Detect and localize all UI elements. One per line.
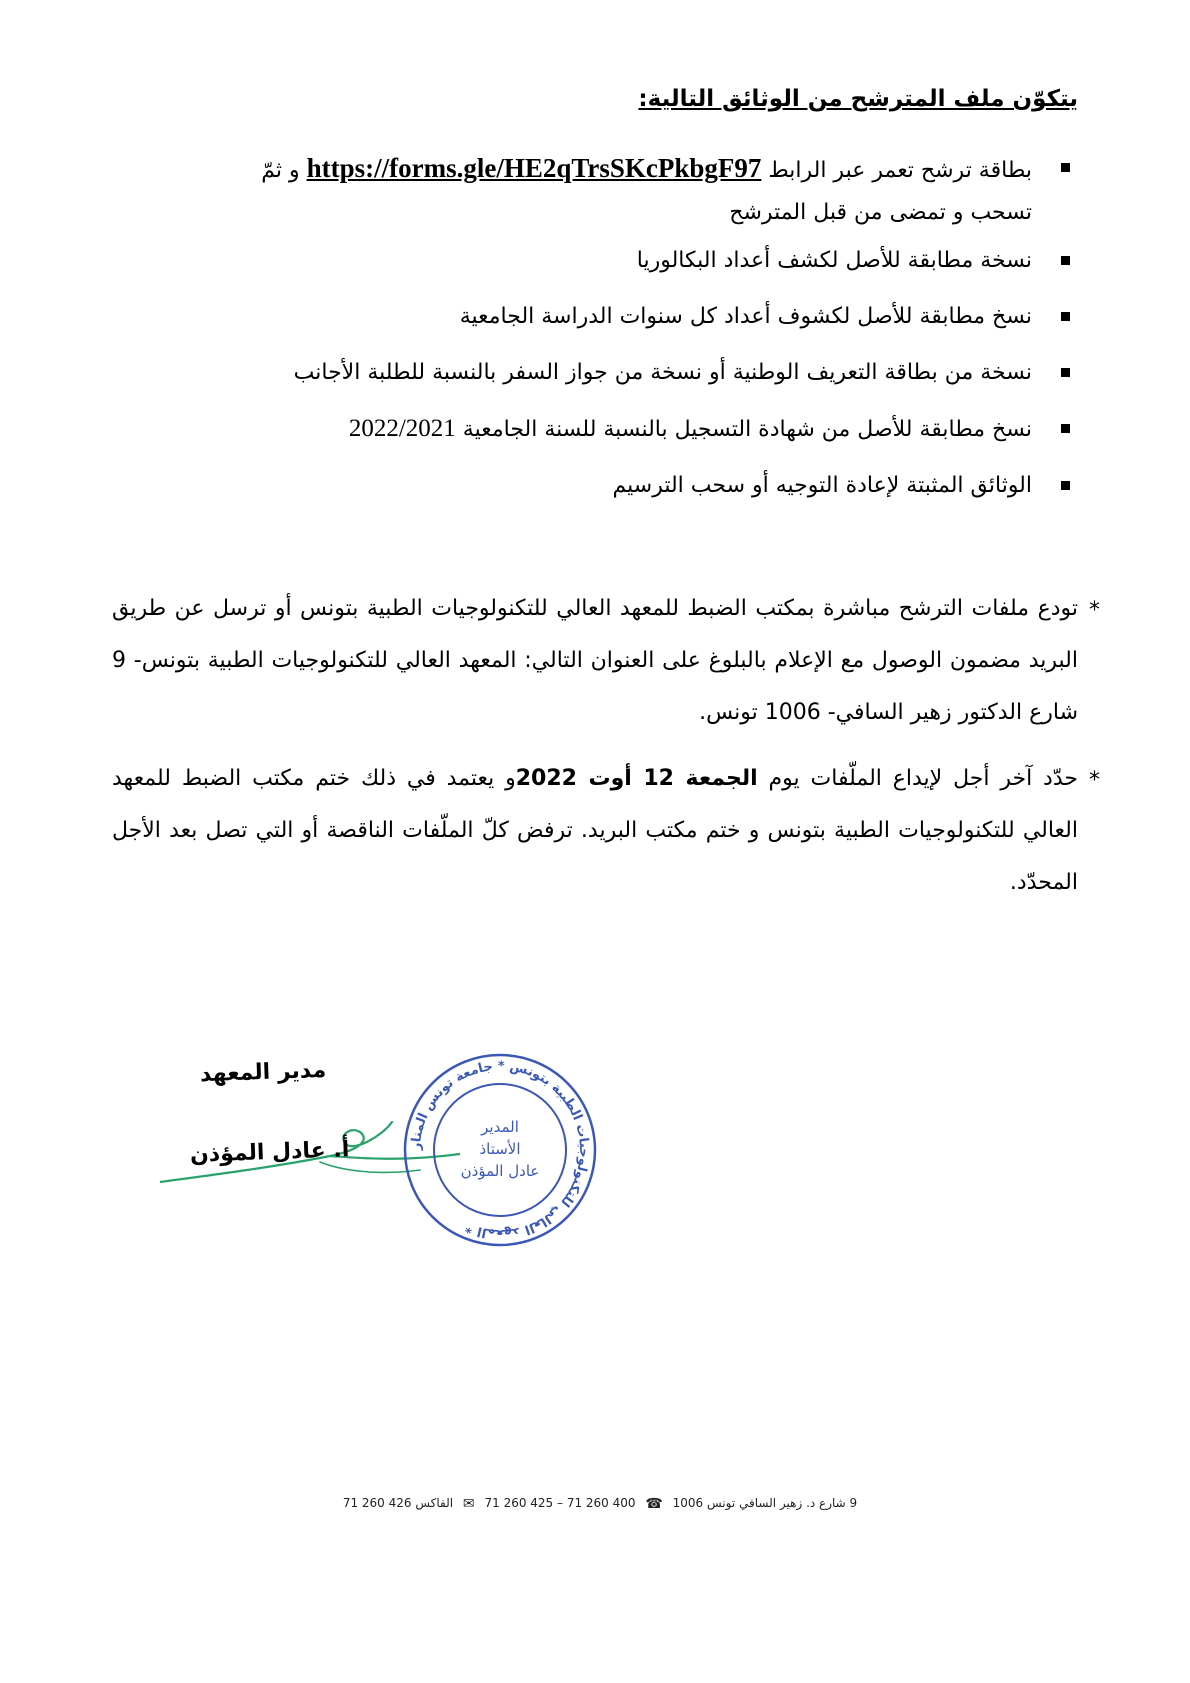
submission-text: تودع ملفات الترشح مباشرة بمكتب الضبط للمعهد العالي للتكنولوجيات الطبية بتونس أو ترسل عن طريق البريد مضمون الوصول مع الإعلام بالبلوغ على العنوان التالي: المعهد العالي للتكنولوجيات الطبية بتونس- 9 شارع الدكتور زهير السافي- 1006 تونس. [112, 596, 1078, 725]
star-bullet-icon: * [1089, 598, 1100, 623]
application-form-link[interactable]: https://forms.gle/HE2qTrsSKcPkbgF97 [306, 153, 762, 183]
footer-address: 9 شارع د. زهير السافي تونس 1006 [672, 1496, 858, 1510]
deadline-text-rest: و يعتمد في ذلك ختم مكتب الضبط للمعهد العالي للتكنولوجيات الطبية بتونس و ختم مكتب البريد. ترفض كلّ الملّفات الناقصة أو التي تصل بعد الأجل المحدّد. [112, 766, 1078, 895]
bullet-icon [1061, 368, 1070, 377]
envelope-icon: ✉ [462, 1496, 475, 1512]
list-item-text: نسخ مطابقة للأصل لكشوف أعداد كل سنوات الدراسة الجامعية [459, 304, 1032, 329]
list-item-text: الوثائق المثبتة لإعادة التوجيه أو سحب الترسيم [612, 473, 1032, 498]
list-item [118, 140, 1078, 233]
stamp-center-line: الأستاذ [479, 1140, 521, 1158]
page-heading: يتكوّن ملف المترشح من الوثائق التالية: [638, 86, 1078, 112]
phone-icon: ☎ [645, 1496, 663, 1512]
bullet-icon [1061, 481, 1070, 490]
list-item [118, 345, 1078, 401]
list-item-text: بطاقة ترشح تعمر عبر الرابط [761, 158, 1032, 183]
list-item [118, 401, 1078, 458]
footer-fax-label: الفاكس [415, 1496, 454, 1510]
deadline-text: حدّد آخر أجل لإيداع الملّفات يوم [757, 766, 1078, 791]
list-item [118, 289, 1078, 345]
footer-contact [330, 1496, 870, 1512]
stamp-center-line: عادل المؤذن [460, 1162, 540, 1180]
list-item-text: و ثمّ [261, 158, 307, 183]
bullet-icon [1061, 312, 1070, 321]
stamp-center-line: المدير [481, 1118, 519, 1136]
deadline-date: الجمعة 12 أوت 2022 [515, 766, 758, 791]
list-item-text: نسخ مطابقة للأصل من شهادة التسجيل بالنسبة للسنة الجامعية [455, 417, 1032, 442]
bullet-icon [1061, 256, 1070, 265]
signatory-title: مدير المعهد [199, 1057, 327, 1088]
footer-phones: 71 260 425 – 71 260 400 [484, 1496, 636, 1510]
academic-year: 2022/2021 [348, 415, 456, 442]
star-bullet-icon: * [1089, 768, 1100, 793]
list-item [118, 458, 1078, 514]
list-item-text: نسخة من بطاقة التعريف الوطنية أو نسخة من جواز السفر بالنسبة للطلبة الأجانب [293, 360, 1032, 385]
official-stamp [400, 1050, 600, 1250]
deadline-paragraph [112, 753, 1100, 909]
list-item-continuation: تسحب و تمضى من قبل المترشح [729, 200, 1032, 225]
submission-paragraph [112, 583, 1100, 739]
footer-fax: 71 260 426 [342, 1496, 412, 1510]
bullet-icon [1061, 424, 1070, 433]
stamp-ring-text: المعهد العالي للتكنولوجيات الطبية بتونس * جامعة تونس المنار * [408, 1058, 592, 1242]
list-item-text: نسخة مطابقة للأصل لكشف أعداد البكالوريا [636, 248, 1032, 273]
list-item [118, 233, 1078, 289]
bullet-icon [1061, 163, 1070, 172]
required-documents-list [118, 140, 1078, 514]
signatory-name: أ. عادل المؤذن [189, 1137, 350, 1168]
